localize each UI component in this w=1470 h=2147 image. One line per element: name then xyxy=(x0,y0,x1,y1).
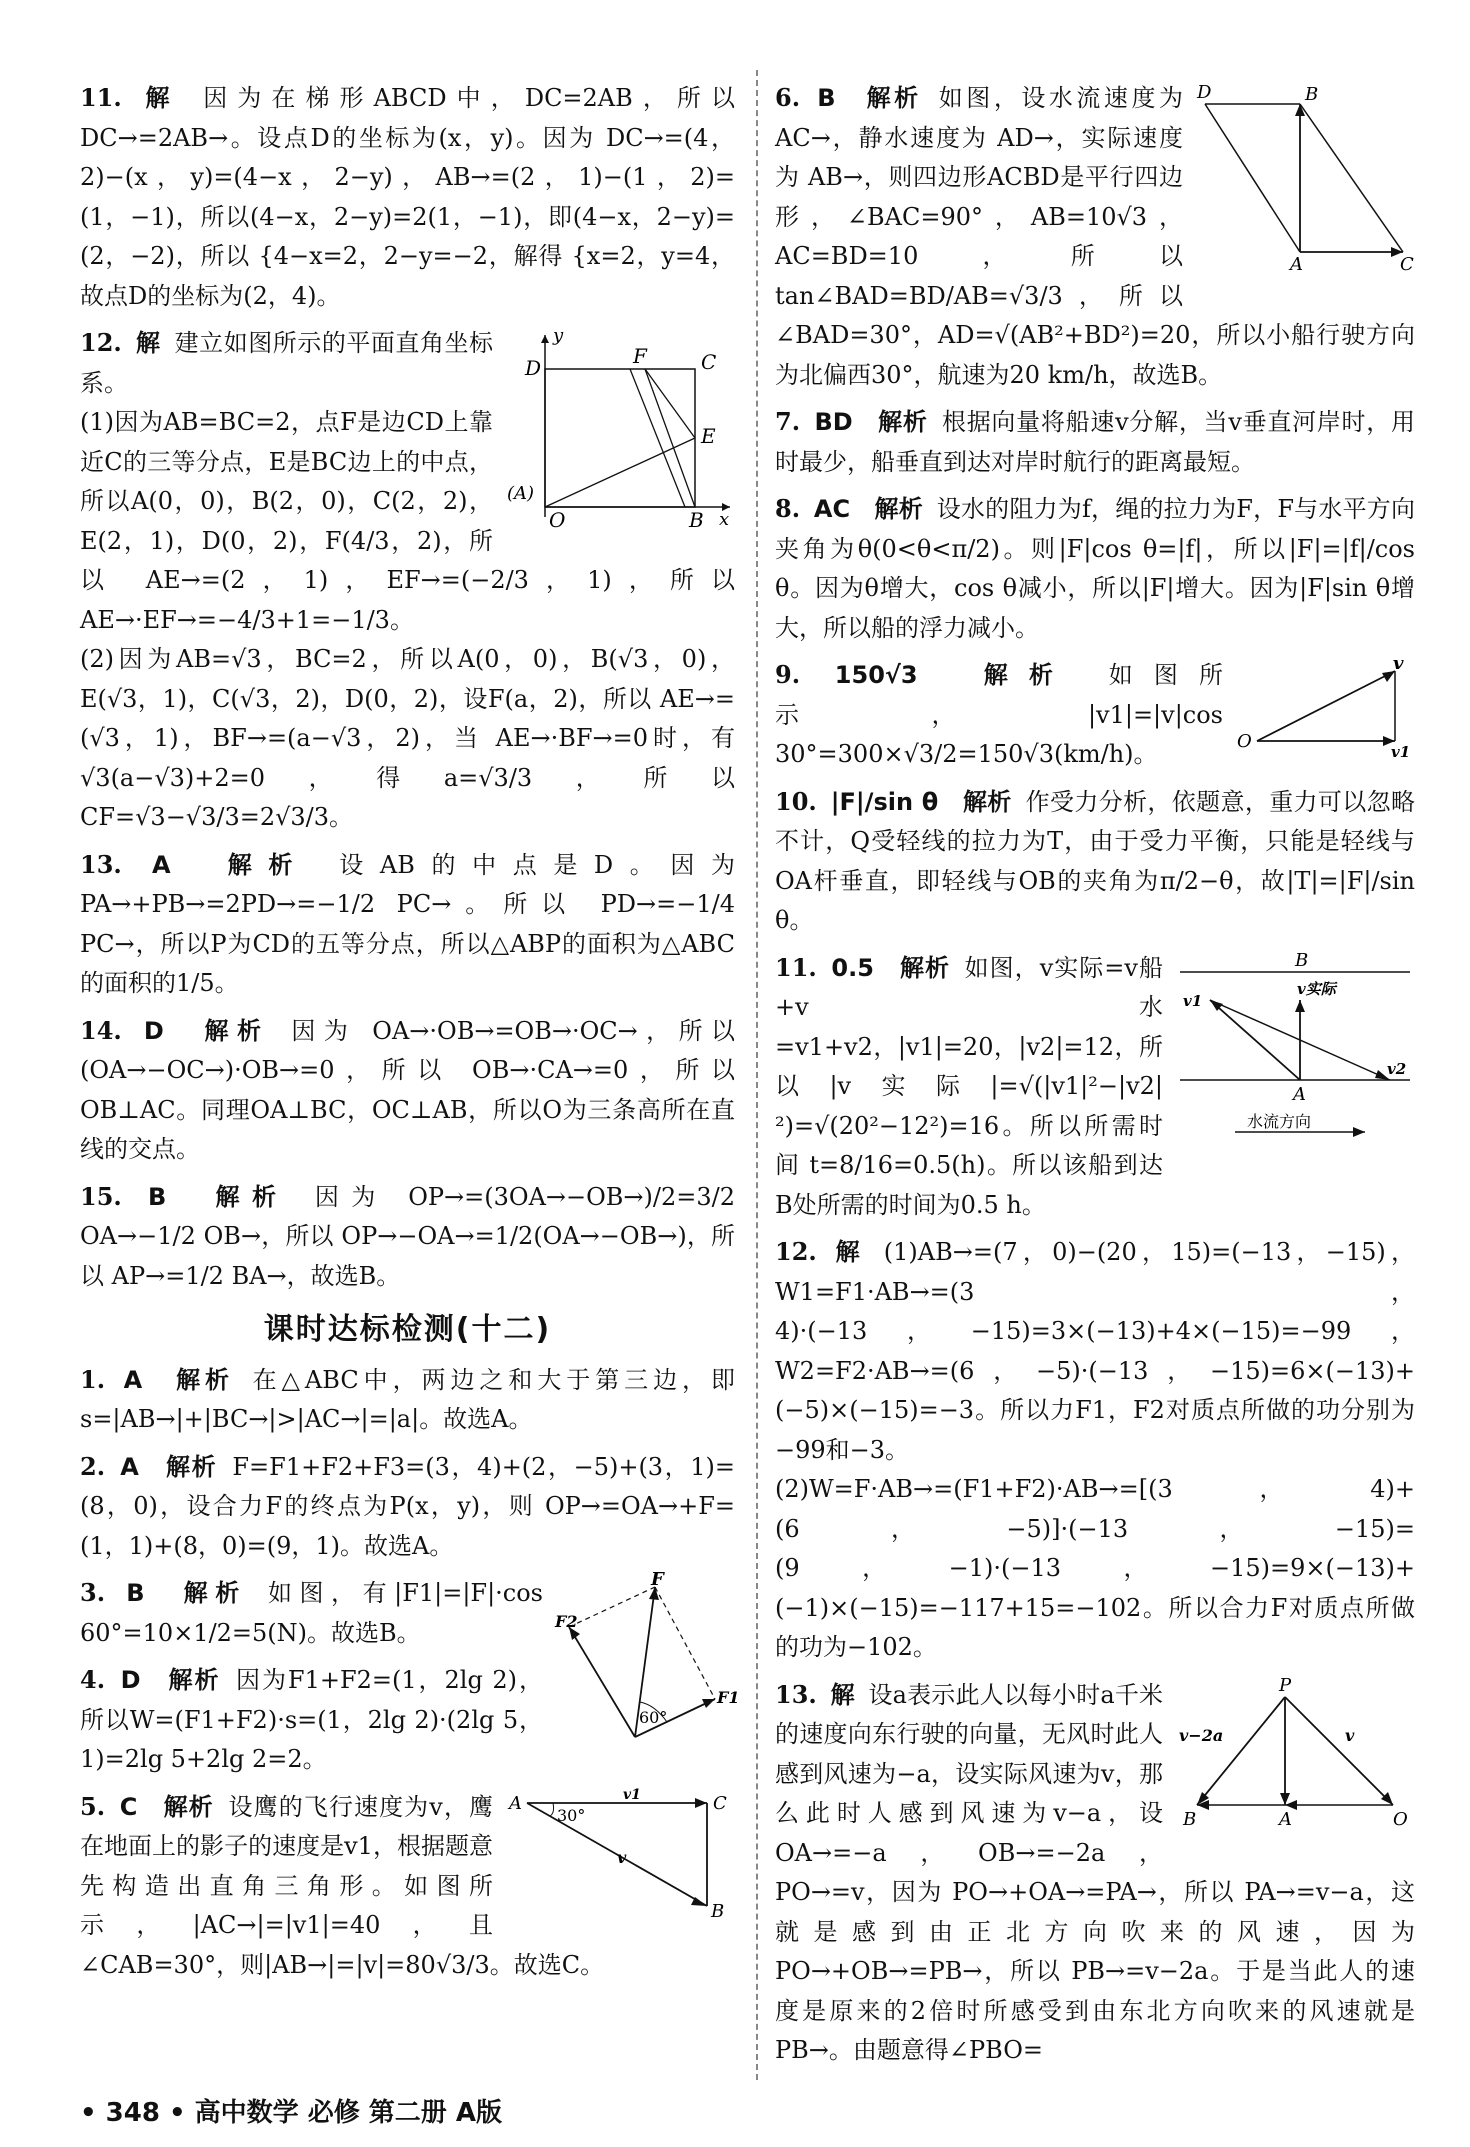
answer-number: 5. xyxy=(80,1791,106,1821)
check-2 xyxy=(80,1447,735,1567)
answer-text: 因为F1+F2=(1，2lg 2)，所以W=(F1+F2)·s=(1，2lg 2)·(2lg 5，1)=2lg 5+2lg 2=2。 xyxy=(80,1666,543,1773)
answer-tag: B 解析 xyxy=(126,1579,247,1607)
label-D: D xyxy=(1197,82,1212,103)
answer-number: 2. xyxy=(80,1451,106,1481)
answer-tag: 150√3 解析 xyxy=(834,661,1075,689)
answer-text: 如图所示，|v1|=|v|cos 30°=300×√3/2=150√3(km/h)。 xyxy=(775,661,1223,768)
page-footer: • 348 • 高中数学 必修 第二册 A版 xyxy=(80,2098,502,2128)
answer-tag: 解 xyxy=(135,329,161,357)
label-B: B xyxy=(1295,949,1309,971)
answer-tag: 解 xyxy=(830,1680,855,1709)
answer-tag: B 解析 xyxy=(147,1182,289,1211)
answer-tag: D 解析 xyxy=(143,1016,270,1045)
section-title: 课时达标检测(十二) xyxy=(263,1312,552,1347)
label-A: A xyxy=(509,1792,522,1814)
answer-text: F=F1+F2+F3=(3，4)+(2，−5)+(3，1)=(8，0)，设合力F的终点为P(x，y)，则 OP→=OA→+F=(1，1)+(8，0)=(9，1)。故选A。 xyxy=(80,1452,735,1560)
answer-number: 4. xyxy=(80,1665,106,1694)
answer-text: 设鹰的飞行速度为v，鹰在地面上的影子的速度是v1，根据题意先构造出直角三角形。如图所示，|AC→|=|v1|=40，且∠CAB=30°，则|AB→|=|v|=80√3/3。故选C。 xyxy=(80,1792,605,1979)
check-12 xyxy=(775,1232,1415,1668)
label-O: O xyxy=(1393,1808,1408,1830)
label-B: B xyxy=(689,508,704,532)
label-A: A xyxy=(1293,1083,1306,1105)
answer-tag: A 解析 xyxy=(152,850,310,879)
answer-tag: 解 xyxy=(835,1238,865,1266)
answer-number: 11. xyxy=(80,83,122,112)
label-C: C xyxy=(701,350,717,374)
label-C: C xyxy=(713,1792,727,1814)
label-v1: v1 xyxy=(1183,991,1203,1010)
answer-text: 设水的阻力为f，绳的拉力为F，F与水平方向夹角为θ(0<θ<π/2)。则|F|cos θ=|f|，所以|F|=|f|/cos θ。因为θ增大，cos θ减小，所以|F|增大。因为|F|sin θ增大，所以船的浮力减小。 xyxy=(775,495,1415,642)
check-10 xyxy=(775,782,1415,941)
answer-part-1: (1)因为AB=BC=2，点F是边CD上靠近C的三等分点，E是BC边上的中点，所以A(0，0)，B(2，0)，C(2，2)，E(2，1)，D(0，2)，F(4/3，2)，所以 AE→=(2，1)，EF→=(−2/3，1)，所以 AE→·EF→=−4/3+1=−1/3。 xyxy=(80,408,735,634)
check-5 xyxy=(80,1787,735,1986)
label-E: E xyxy=(701,424,716,448)
answer-text: 设a表示此人以每小时a千米的速度向东行驶的向量，无风时此人感到风速为−a，设实际风速为v，那么此时人感到风速为v−a，设 OA→=−a，OB→=−2a，PO→=v，因为 PO→+OA→=PA→，所以 PA→=v−a，这就是感到由正北方向吹来的风速，因为 PO→+OB→=PB→，所以 PB→=v−2a。于是当此人的速度是原来的2倍时所感受到由东北方向吹来的风速就是 PB→。由题意得∠PBO= xyxy=(775,1680,1415,2064)
answer-number: 11. xyxy=(775,952,817,982)
label-P: P xyxy=(1279,1674,1292,1696)
answer-12 xyxy=(80,323,735,838)
label-O: O xyxy=(549,508,566,532)
label-v: v xyxy=(1393,653,1404,674)
label-A: A xyxy=(1279,1808,1292,1830)
answer-number: 8. xyxy=(775,494,801,523)
answer-text: 建立如图所示的平面直角坐标系。 xyxy=(80,329,494,397)
answer-tag: |F|/sin θ 解析 xyxy=(830,787,1012,816)
answer-text: 如图，设水流速度为 AC→，静水速度为 AD→，实际速度为 AB→，则四边形ACBD是平行四边形，∠BAC=90°，AB=10√3，AC=BD=10，所以 tan∠BAD=BD/AB=√3/3，所以∠BAD=30°，AD=√(AB²+BD²)=20，所以小船行驶方向为北偏西30°，航速为20 km/h，故选B。 xyxy=(775,84,1415,389)
answer-text: 根据向量将船速v分解，当v垂直河岸时，用时最少，船垂直到达对岸时航行的距离最短。 xyxy=(775,408,1416,476)
label-O: O xyxy=(1237,731,1252,752)
answer-15 xyxy=(80,1177,735,1297)
label-v-actual: v实际 xyxy=(1297,979,1336,998)
label-v: v xyxy=(617,1847,627,1867)
answer-number: 12. xyxy=(80,328,122,357)
answer-number: 13. xyxy=(80,849,122,879)
right-column xyxy=(775,78,1415,2078)
answer-tag: BD 解析 xyxy=(814,408,928,436)
label-F: F xyxy=(633,344,647,368)
answer-13 xyxy=(80,845,735,1004)
label-F2: F2 xyxy=(555,1612,578,1631)
label-v2: v2 xyxy=(1387,1059,1407,1078)
answer-number: 3. xyxy=(80,1578,106,1607)
answer-number: 15. xyxy=(80,1181,122,1211)
answer-tag: A 解析 xyxy=(123,1365,234,1394)
label-A: (A) xyxy=(507,483,535,504)
figure-velocity-triangle xyxy=(1235,653,1415,772)
label-v-minus-2a: v−2a xyxy=(1179,1725,1224,1745)
answer-number: 1. xyxy=(80,1364,106,1394)
label-F: F xyxy=(651,1569,664,1590)
answer-tag: 解 xyxy=(145,84,180,112)
check-1 xyxy=(80,1360,735,1440)
answer-number: 13. xyxy=(775,1679,817,1709)
answer-text: 因为在梯形ABCD中，DC=2AB，所以 DC→=2AB→。设点D的坐标为(x，y)。因为 DC→=(4，2)−(x，y)=(4−x，2−y)，AB→=(2，1)−(1，2)=(1，−1)，所以(4−x，2−y)=2(1，−1)，即(4−x，2−y)=(2，−2)，所以 {4−x=2，2−y=−2，解得 {x=2，y=4，故点D的坐标为(2，4)。 xyxy=(80,84,735,310)
label-y-axis: y xyxy=(553,325,564,346)
answer-number: 12. xyxy=(775,1237,817,1266)
figure-wind-triangle xyxy=(1175,1674,1415,1852)
answer-text: 如图，有|F1|=|F|·cos 60°=10×1/2=5(N)。故选B。 xyxy=(80,1579,543,1647)
answer-part-1: (1)AB→=(7，0)−(20，15)=(−13，−15)，W1=F1·AB→=(3，4)·(−13，−15)=3×(−13)+4×(−15)=−99，W2=F2·AB→=(6，−5)·(−13，−15)=6×(−13)+(−5)×(−15)=−3。所以力F1，F2对质点所做的功分别为−99和−3。 xyxy=(775,1238,1415,1464)
left-column xyxy=(80,78,740,1992)
label-angle: 30° xyxy=(557,1805,586,1825)
label-angle: 60° xyxy=(639,1708,668,1727)
answer-tag: 0.5 解析 xyxy=(831,953,950,982)
figure-force-decomposition xyxy=(555,1569,740,1760)
figure-coordinate-square xyxy=(505,327,735,540)
answer-number: 10. xyxy=(775,786,817,816)
check-6 xyxy=(775,78,1415,395)
answer-text: 因为 OP→=(3OA→−OB→)/2=3/2 OA→−1/2 OB→，所以 OP→−OA→=1/2(OA→−OB→)，所以 AP→=1/2 BA→，故选B。 xyxy=(80,1182,735,1290)
answer-text: 如图，v实际=v船+v水=v1+v2，|v1|=20，|v2|=12，所以|v实际|=√(|v1|²−|v2|²)=√(20²−12²)=16。所以所需时间 t=8/16=0.5(h)。所以该船到达B处所需的时间为0.5 h。 xyxy=(775,953,1163,1219)
figure-river-crossing xyxy=(1175,949,1415,1165)
answer-text: 在△ABC中，两边之和大于第三边，即 s=|AB→|+|BC→|>|AC→|=|a|。故选A。 xyxy=(80,1365,735,1433)
answer-tag: A 解析 xyxy=(120,1452,218,1481)
answer-text: 作受力分析，依题意，重力可以忽略不计，Q受轻线的拉力为T，由于受力平衡，只能是轻线与OA杆垂直，即轻线与OB的夹角为π/2−θ，故|T|=|F|/sin θ。 xyxy=(775,787,1415,934)
label-v1: v1 xyxy=(623,1786,641,1803)
check-7 xyxy=(775,402,1415,482)
answer-number: 6. xyxy=(775,83,801,112)
check-13 xyxy=(775,1675,1415,2071)
check-8 xyxy=(775,489,1415,648)
answer-14 xyxy=(80,1011,735,1170)
label-F1: F1 xyxy=(717,1688,740,1707)
answer-part-2: (2)W=F·AB→=(F1+F2)·AB→=[(3，4)+(6，−5)]·(−13，−15)=(9，−1)·(−13，−15)=9×(−13)+(−1)×(−15)=−117+15=−102。所以合力F对质点所做的功为−102。 xyxy=(775,1475,1415,1661)
answer-part-2: (2)因为AB=√3，BC=2，所以A(0，0)，B(√3，0)，E(√3，1)，C(√3，2)，D(0，2)，设F(a，2)，所以 AE→=(√3，1)，BF→=(a−√3，2)，当 AE→·BF→=0时，有√3(a−√3)+2=0，得a=√3/3，所以CF=√3−√3/3=2√3/3。 xyxy=(80,645,735,831)
label-B: B xyxy=(1305,84,1319,105)
column-divider xyxy=(756,70,758,2080)
answer-11 xyxy=(80,78,735,316)
check-9 xyxy=(775,655,1415,775)
answer-tag: AC 解析 xyxy=(813,495,923,523)
answer-number: 7. xyxy=(775,407,801,436)
answer-text: 因为 OA→·OB→=OB→·OC→，所以(OA→−OC→)·OB→=0，所以 OB→·CA→=0，所以OB⊥AC。同理OA⊥BC，OC⊥AB，所以O为三条高所在直线的交点。 xyxy=(80,1016,735,1163)
label-C: C xyxy=(1400,254,1414,275)
label-v1: v1 xyxy=(1391,743,1411,761)
answer-tag: C 解析 xyxy=(119,1792,214,1821)
answer-number: 14. xyxy=(80,1015,122,1045)
label-B: B xyxy=(711,1900,725,1922)
answer-tag: B 解析 xyxy=(817,84,922,112)
label-flow-direction: 水流方向 xyxy=(1247,1111,1312,1131)
label-A: A xyxy=(1290,254,1303,275)
check-11 xyxy=(775,948,1415,1226)
answer-tag: D 解析 xyxy=(120,1666,221,1694)
answer-text: 设AB的中点是D。因为 PA→+PB→=2PD→=−1/2 PC→。所以 PD→=−1/4 PC→，所以P为CD的五等分点，所以△ABP的面积为△ABC的面积的1/5。 xyxy=(80,850,736,997)
label-D: D xyxy=(525,356,542,380)
answer-number: 9. xyxy=(775,660,801,689)
figure-right-triangle xyxy=(505,1786,735,1934)
label-B: B xyxy=(1183,1808,1197,1830)
label-x-axis: x xyxy=(719,509,730,530)
figure-parallelogram xyxy=(1195,82,1415,285)
label-v: v xyxy=(1345,1725,1355,1745)
